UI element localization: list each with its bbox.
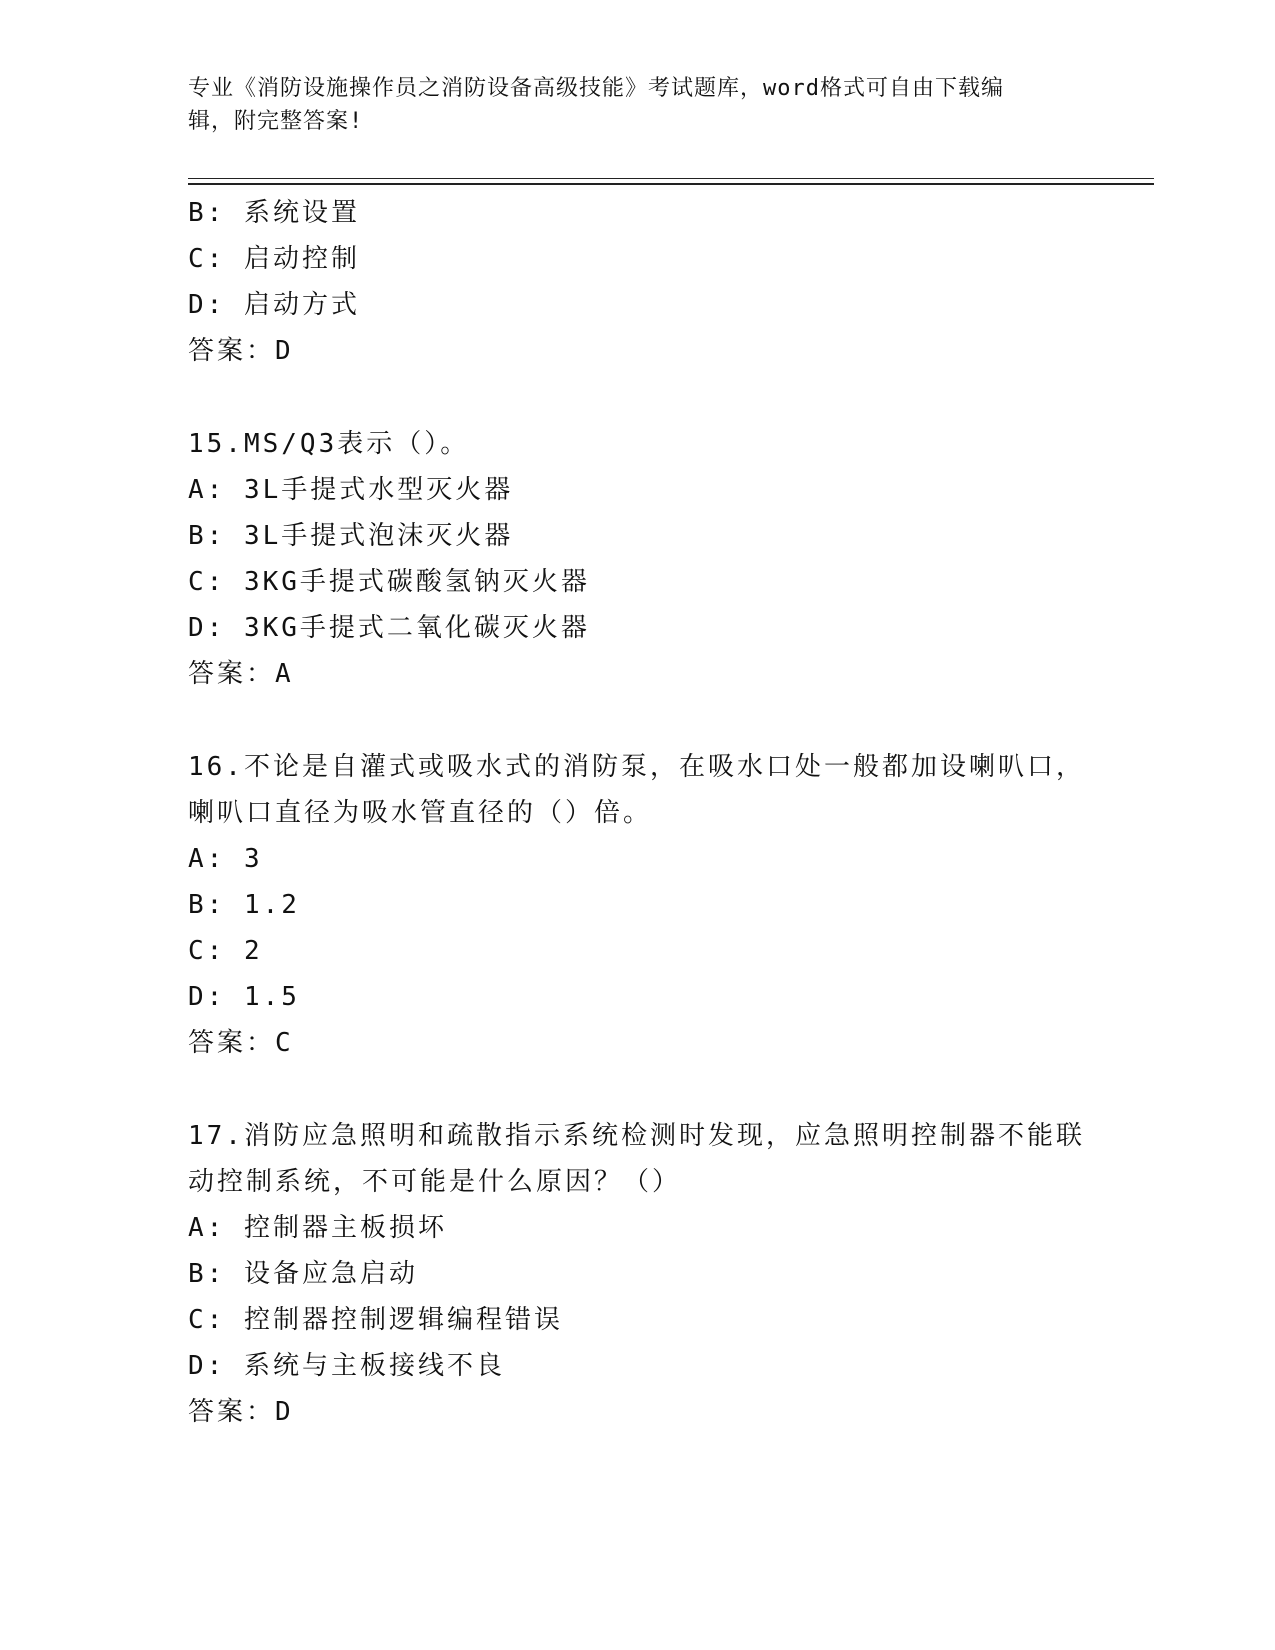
answer-line: 答案：D <box>188 336 294 366</box>
option-b: B: 设备应急启动 <box>188 1259 418 1289</box>
question-block-continued <box>188 190 1088 374</box>
option-b: B: 1.2 <box>188 890 300 920</box>
answer-line: 答案：D <box>188 1397 294 1427</box>
header-divider-thin <box>188 178 1154 179</box>
question-text-line-1: 17.消防应急照明和疏散指示系统检测时发现，应急照明控制器不能联 <box>188 1121 1085 1151</box>
question-text-line-2: 动控制系统，不可能是什么原因？（） <box>188 1167 682 1197</box>
option-b: B: 3L手提式泡沫灭火器 <box>188 521 514 551</box>
question-block-16 <box>188 744 1088 1066</box>
option-c: C: 3KG手提式碳酸氢钠灭火器 <box>188 567 590 597</box>
header-line-2: 辑，附完整答案! <box>188 109 364 134</box>
answer-line: 答案：A <box>188 659 294 689</box>
question-text-line-2: 喇叭口直径为吸水管直径的（）倍。 <box>188 798 653 828</box>
header-line-1: 专业《消防设施操作员之消防设备高级技能》考试题库，word格式可自由下载编 <box>188 76 1004 101</box>
option-c: C: 2 <box>188 936 263 966</box>
option-d: D: 3KG手提式二氧化碳灭火器 <box>188 613 590 643</box>
option-c: C: 控制器控制逻辑编程错误 <box>188 1305 563 1335</box>
option-d: D: 启动方式 <box>188 290 360 320</box>
question-list <box>188 190 1088 1482</box>
answer-line: 答案：C <box>188 1028 294 1058</box>
option-a: A: 控制器主板损坏 <box>188 1213 447 1243</box>
question-text: 15.MS/Q3表示（）。 <box>188 429 470 459</box>
header-divider-thick <box>188 183 1154 185</box>
option-c: C: 启动控制 <box>188 244 360 274</box>
document-header <box>188 72 1088 138</box>
question-block-17 <box>188 1113 1088 1435</box>
option-a: A: 3L手提式水型灭火器 <box>188 475 514 505</box>
option-b: B: 系统设置 <box>188 198 360 228</box>
option-d: D: 系统与主板接线不良 <box>188 1351 505 1381</box>
question-block-15 <box>188 421 1088 697</box>
option-d: D: 1.5 <box>188 982 300 1012</box>
question-text-line-1: 16.不论是自灌式或吸水式的消防泵，在吸水口处一般都加设喇叭口， <box>188 752 1085 782</box>
option-a: A: 3 <box>188 844 263 874</box>
